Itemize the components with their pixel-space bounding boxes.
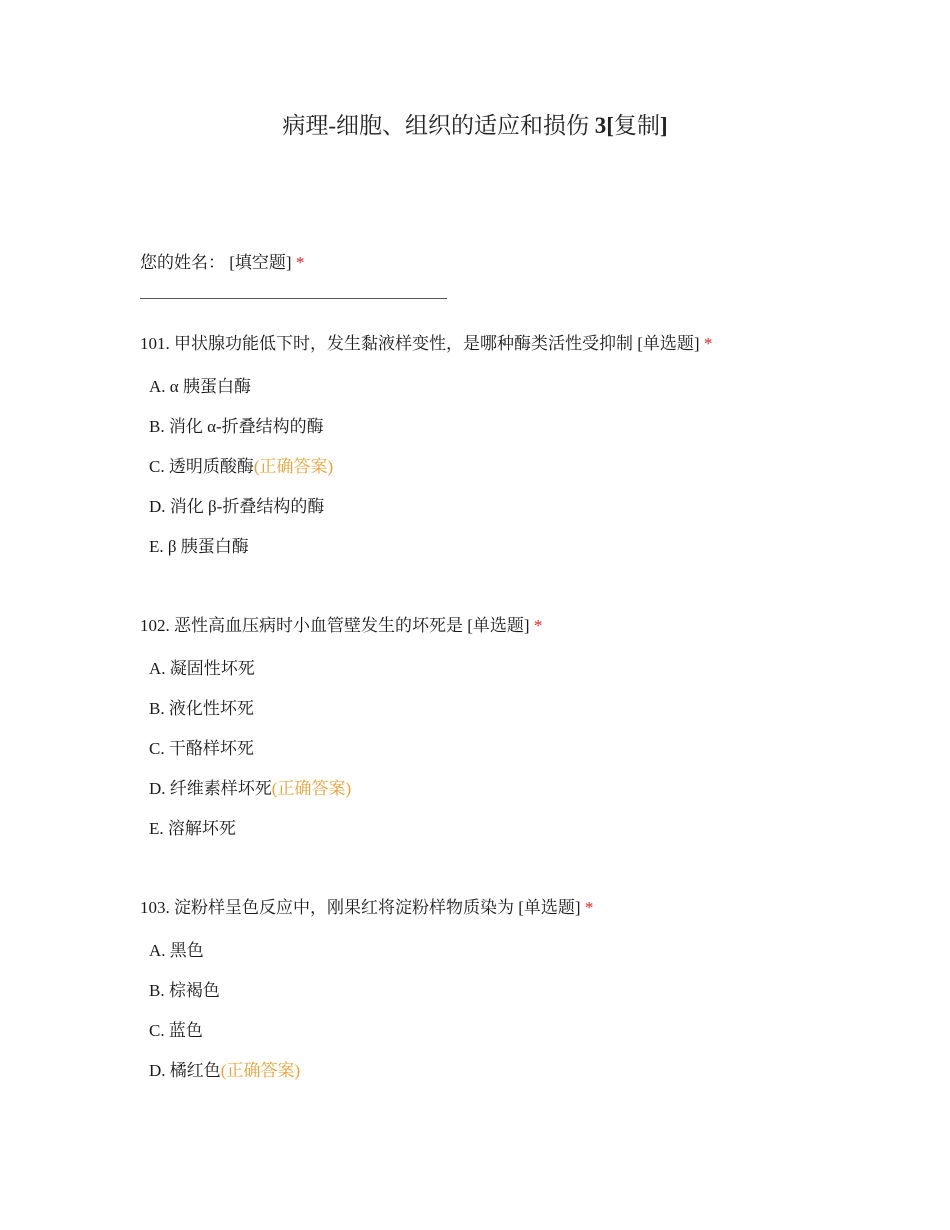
option-b[interactable] — [149, 407, 900, 447]
option-letter: B. — [149, 981, 165, 1000]
option-e[interactable] — [149, 809, 900, 849]
option-b[interactable] — [149, 971, 900, 1011]
title-prefix: 病理-细胞、组织的适应和损伤 — [282, 113, 595, 138]
option-d[interactable] — [149, 487, 900, 527]
required-mark: * — [533, 616, 543, 635]
question-number: 103. — [140, 898, 170, 917]
name-label-text: 您的姓名： — [140, 253, 225, 272]
question-text: 恶性高血压病时小血管壁发生的坏死是 — [174, 616, 463, 635]
question-number: 102. — [140, 616, 170, 635]
question-103 — [140, 895, 900, 1091]
name-field-block — [140, 250, 840, 299]
option-text: β 胰蛋白酶 — [167, 537, 249, 556]
option-letter: B. — [149, 417, 165, 436]
option-text: 黑色 — [169, 941, 204, 960]
option-text: 橘红色 — [169, 1061, 221, 1080]
required-mark: * — [584, 898, 594, 917]
option-c[interactable] — [149, 1011, 900, 1051]
option-text: 纤维素样坏死 — [169, 779, 272, 798]
options-list — [149, 367, 900, 567]
question-type: [单选题] — [467, 616, 530, 635]
option-text: 蓝色 — [168, 1021, 203, 1040]
question-title — [140, 895, 900, 921]
option-a[interactable] — [149, 367, 900, 407]
title-copy-tag: 复制 — [613, 113, 660, 138]
title-bracket-close: ] — [659, 113, 668, 138]
correct-answer-tag: (正确答案) — [253, 457, 334, 476]
option-letter: B. — [149, 699, 165, 718]
option-text: 凝固性坏死 — [169, 659, 255, 678]
option-d[interactable] — [149, 769, 900, 809]
title-number: 3[ — [594, 113, 614, 138]
option-letter: A. — [149, 941, 166, 960]
option-text: 棕褐色 — [168, 981, 220, 1000]
option-letter: C. — [149, 457, 165, 476]
option-b[interactable] — [149, 689, 900, 729]
option-letter: D. — [149, 497, 166, 516]
options-list — [149, 649, 900, 849]
option-text: 消化 α-折叠结构的酶 — [168, 417, 324, 436]
question-title — [140, 331, 900, 357]
question-text: 甲状腺功能低下时，发生黏液样变性，是哪种酶类活性受抑制 — [174, 334, 633, 353]
correct-answer-tag: (正确答案) — [271, 779, 352, 798]
option-letter: C. — [149, 739, 165, 758]
option-letter: E. — [149, 537, 164, 556]
option-text: α 胰蛋白酶 — [169, 377, 251, 396]
question-101 — [140, 331, 900, 567]
option-text: 干酪样坏死 — [168, 739, 254, 758]
page-title — [0, 110, 950, 142]
question-type: [单选题] — [518, 898, 581, 917]
name-field-label — [140, 250, 840, 276]
option-text: 液化性坏死 — [168, 699, 254, 718]
name-field-type: [填空题] — [229, 253, 292, 272]
question-102 — [140, 613, 900, 849]
option-e[interactable] — [149, 527, 900, 567]
required-mark: * — [703, 334, 713, 353]
option-letter: D. — [149, 1061, 166, 1080]
option-c[interactable] — [149, 447, 900, 487]
required-mark: * — [295, 253, 305, 272]
options-list — [149, 931, 900, 1091]
option-c[interactable] — [149, 729, 900, 769]
option-letter: C. — [149, 1021, 165, 1040]
option-letter: D. — [149, 779, 166, 798]
name-input-line[interactable] — [140, 298, 447, 299]
correct-answer-tag: (正确答案) — [220, 1061, 301, 1080]
option-letter: A. — [149, 659, 166, 678]
option-letter: A. — [149, 377, 166, 396]
option-text: 透明质酸酶 — [168, 457, 254, 476]
option-d[interactable] — [149, 1051, 900, 1091]
option-letter: E. — [149, 819, 164, 838]
option-a[interactable] — [149, 931, 900, 971]
option-a[interactable] — [149, 649, 900, 689]
question-number: 101. — [140, 334, 170, 353]
question-type: [单选题] — [637, 334, 700, 353]
question-title — [140, 613, 900, 639]
option-text: 消化 β-折叠结构的酶 — [169, 497, 325, 516]
question-text: 淀粉样呈色反应中，刚果红将淀粉样物质染为 — [174, 898, 514, 917]
option-text: 溶解坏死 — [167, 819, 236, 838]
